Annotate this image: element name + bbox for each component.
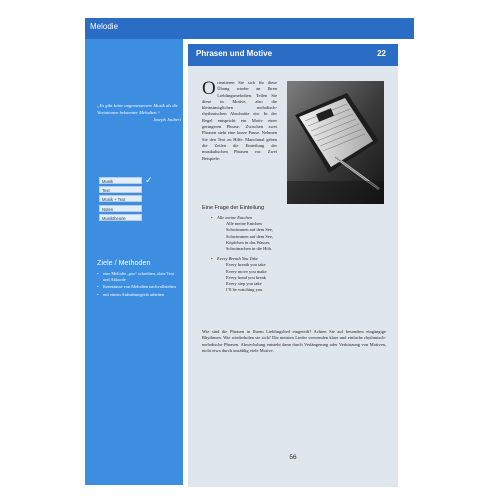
lyric-line: Köpfchen in das Wasser, xyxy=(226,239,271,245)
lyric-line: Schwänzchen in die Höh. xyxy=(226,246,272,252)
lyric-line: Every bond you break xyxy=(226,274,266,280)
category-chip-musik-text xyxy=(99,195,142,202)
lyric-line: I’ll be watching you xyxy=(226,287,263,293)
lyric-line: Alle meine Entchen xyxy=(226,221,262,227)
goal-item: • mit einem Aufnahmegerät arbeiten xyxy=(97,292,179,298)
section-header-bar xyxy=(85,18,414,39)
section-label: Melodie xyxy=(90,22,119,31)
category-chip-musik xyxy=(99,175,153,185)
intro-paragraph xyxy=(202,80,277,162)
quote-author: Joseph Joubert xyxy=(153,116,181,122)
sidebar-quote xyxy=(97,103,181,123)
category-list xyxy=(99,175,153,223)
category-chip-text xyxy=(99,186,142,193)
closing-paragraph: Wie sind die Phrasen in Ihrem Lieblingslied eingeteilt? Achten Sie auf besonders eingängige Rhythmen. Wie wiederholen sie sich? Die meisten Lieder verwenden klare und einfache rhythmisch-melodische Phrasen. Abwechslung entsteht dann durch Verlängerung oder Verkürzung von Motiven, nicht etwa durch unzählig viele Motive. xyxy=(202,329,386,354)
goal-item: • Kenntnisse von Melodien nachvollziehen xyxy=(97,284,179,290)
song-verse xyxy=(217,221,273,252)
goals-list xyxy=(97,271,179,299)
lyric-line: Schwimmen auf dem See, xyxy=(226,227,273,233)
chapter-header xyxy=(188,44,398,66)
section-title: Eine Frage der Einteilung xyxy=(202,205,265,211)
lyric-line: Every move you make xyxy=(226,268,267,274)
song-verse xyxy=(217,262,273,293)
lyric-line: Every step you take xyxy=(226,281,262,287)
song-examples xyxy=(211,215,273,297)
page-number: 56 xyxy=(289,454,297,461)
intro-text: rientieren Sie sich für diese Übung wieder an Ihren Lieblingsmelodien. Teilen Sie diese in Motive, also die kleinstmöglichen melodisch-rhythmischen Abschnitte ein. In der Regel entspricht ein Motiv einer geringeren Phrase. Zwischen zwei Phrasen steht eine kurze Pause. Nehmen Sie den Text zu Hilfe. Manchmal geben die Zeilen die Einteilung der musikalischen Phrasen vor. Zwei Beispiele: xyxy=(202,80,277,161)
goal-item: • eine Melodie „pur“ schreiben, ohne Text und Akkorde xyxy=(97,271,179,283)
drop-cap: O xyxy=(202,78,216,99)
category-chip-musiktheorie xyxy=(99,214,142,221)
check-icon: ✓ xyxy=(145,175,153,185)
lyric-line: Schwimmen auf dem See, xyxy=(226,233,273,239)
song-example xyxy=(211,256,273,293)
song-title: • Every Breath You Take xyxy=(217,256,258,262)
category-label: Musik + Text xyxy=(102,197,126,203)
category-label: Musiktheorie xyxy=(102,215,126,221)
content-panel xyxy=(188,44,398,487)
notebook-photo xyxy=(287,81,384,204)
quote-text: „Es gibt keine angemessenere Musik als die Variationen bekannter Melodien.“ xyxy=(97,103,178,115)
category-label: Text xyxy=(102,188,110,194)
song-title: • Alle meine Entchen xyxy=(217,215,252,220)
category-label: Noten xyxy=(102,206,114,212)
song-example xyxy=(211,215,273,252)
lyric-line: Every breath you take xyxy=(226,262,266,268)
chapter-title: Phrasen und Motive xyxy=(196,49,273,58)
chapter-number: 22 xyxy=(377,49,386,58)
goals-heading: Ziele / Methoden xyxy=(97,258,151,267)
category-chip-noten xyxy=(99,205,142,212)
category-label: Musik xyxy=(102,179,113,184)
